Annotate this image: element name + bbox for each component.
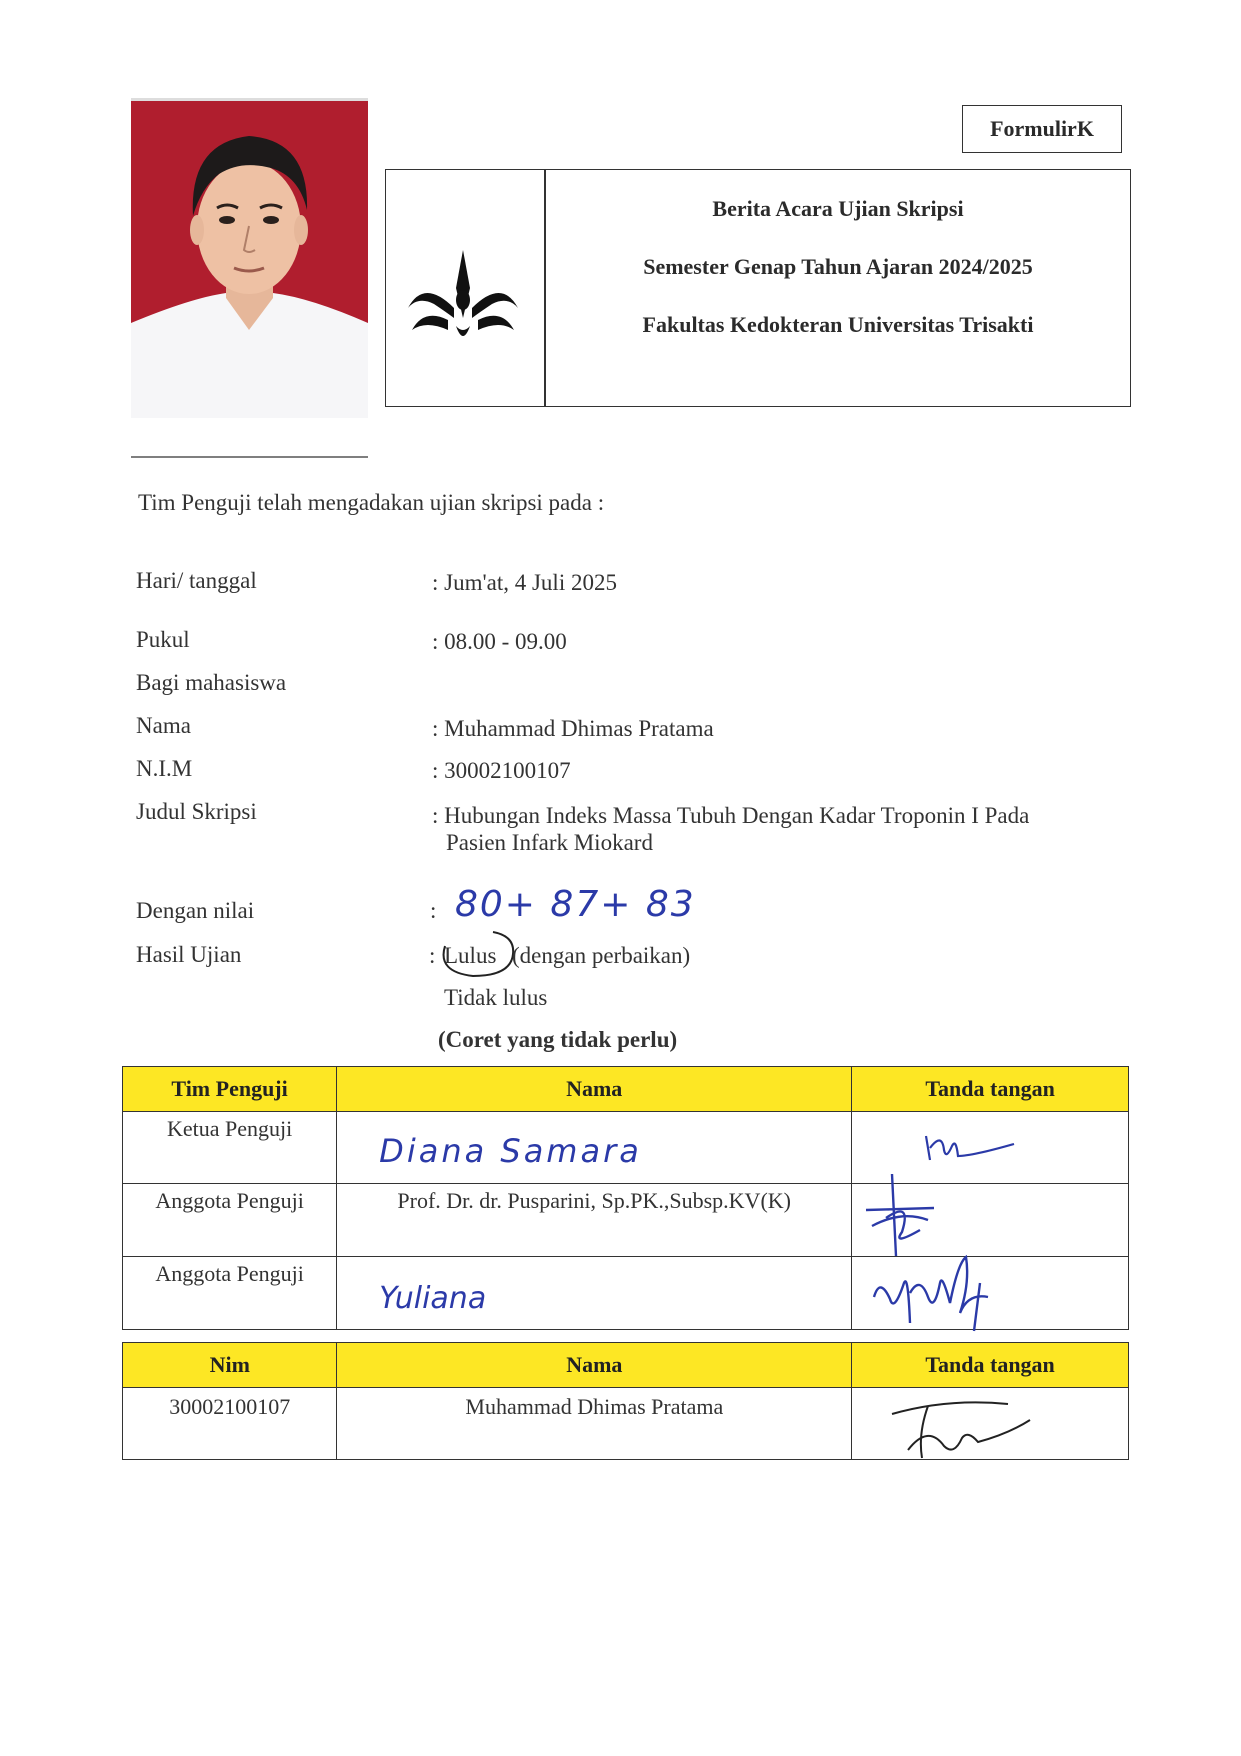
university-logo-icon	[404, 248, 522, 348]
header-faculty: Fakultas Kedokteran Universitas Trisakti	[642, 312, 1034, 337]
student-table	[122, 1342, 1129, 1460]
signature-cell	[852, 1388, 1129, 1460]
name-cell: Muhammad Dhimas Pratama	[337, 1388, 852, 1460]
nilai-label: Dengan nilai	[136, 898, 255, 923]
header-title: Berita Acara Ujian Skripsi	[712, 196, 964, 221]
signature-cell	[852, 1184, 1129, 1257]
signature-mark	[888, 1394, 1038, 1464]
name-cell	[337, 1112, 852, 1184]
nim-label: N.I.M	[136, 756, 193, 781]
header-nim: Nim	[123, 1343, 337, 1388]
table-row	[123, 1184, 1129, 1257]
nim-cell: 30002100107	[123, 1388, 337, 1460]
header-nama: Nama	[337, 1343, 852, 1388]
hasil-tidak-lulus: Tidak lulus	[444, 985, 548, 1010]
header-nama: Nama	[337, 1067, 852, 1112]
judul-value-line1: : Hubungan Indeks Massa Tubuh Dengan Kadar Troponin I Pada	[432, 803, 1030, 828]
judul-value-line2: Pasien Infark Miokard	[446, 830, 653, 855]
nama-label: Nama	[136, 713, 191, 738]
examiners-table	[122, 1066, 1129, 1330]
table-row	[123, 1257, 1129, 1330]
bagi-mahasiswa-label: Bagi mahasiswa	[136, 670, 287, 695]
student-photo	[131, 98, 368, 458]
signature-cell	[852, 1257, 1129, 1330]
role-cell: Ketua Penguji	[123, 1112, 337, 1184]
nim-value: : 30002100107	[432, 758, 571, 783]
pukul-label: Pukul	[136, 627, 190, 652]
hari-label: Hari/ tanggal	[136, 568, 257, 593]
role-cell: Anggota Penguji	[123, 1184, 337, 1257]
hasil-colon: :	[429, 943, 436, 968]
table-row	[123, 1388, 1129, 1460]
hari-value: : Jum'at, 4 Juli 2025	[432, 570, 617, 595]
header-tim-penguji: Tim Penguji	[123, 1067, 337, 1112]
examiners-header-row	[123, 1067, 1129, 1112]
hasil-dengan-perbaikan: (dengan perbaikan)	[512, 943, 691, 968]
signature-mark	[870, 1253, 1020, 1333]
header-tanda-tangan: Tanda tangan	[852, 1067, 1129, 1112]
name-cell	[337, 1257, 852, 1330]
coret-note: (Coret yang tidak perlu)	[438, 1027, 678, 1052]
header-tanda-tangan: Tanda tangan	[852, 1343, 1129, 1388]
name-handwritten: Yuliana	[379, 1281, 487, 1316]
nilai-colon: :	[430, 898, 437, 923]
header-box	[385, 169, 1131, 407]
student-header-row	[123, 1343, 1129, 1388]
signature-mark	[862, 1170, 952, 1260]
judul-label: Judul Skripsi	[136, 799, 257, 824]
name-cell: Prof. Dr. dr. Pusparini, Sp.PK.,Subsp.KV(K)	[337, 1184, 852, 1257]
hasil-lulus: Lulus	[444, 943, 497, 968]
intro-text: Tim Penguji telah mengadakan ujian skripsi pada :	[138, 490, 605, 515]
name-handwritten: Diana Samara	[379, 1132, 642, 1170]
signature-mark	[922, 1126, 1032, 1166]
nama-value: : Muhammad Dhimas Pratama	[432, 716, 714, 741]
role-cell: Anggota Penguji	[123, 1257, 337, 1330]
form-code-box	[962, 105, 1122, 153]
form-code: FormulirK	[990, 116, 1094, 141]
header-semester: Semester Genap Tahun Ajaran 2024/2025	[643, 254, 1033, 279]
table-row	[123, 1112, 1129, 1184]
pukul-value: : 08.00 - 09.00	[432, 629, 567, 654]
lulus-circle-mark	[433, 926, 523, 986]
hasil-label: Hasil Ujian	[136, 942, 242, 967]
nilai-handwritten: 80+ 87+ 83	[455, 884, 696, 925]
